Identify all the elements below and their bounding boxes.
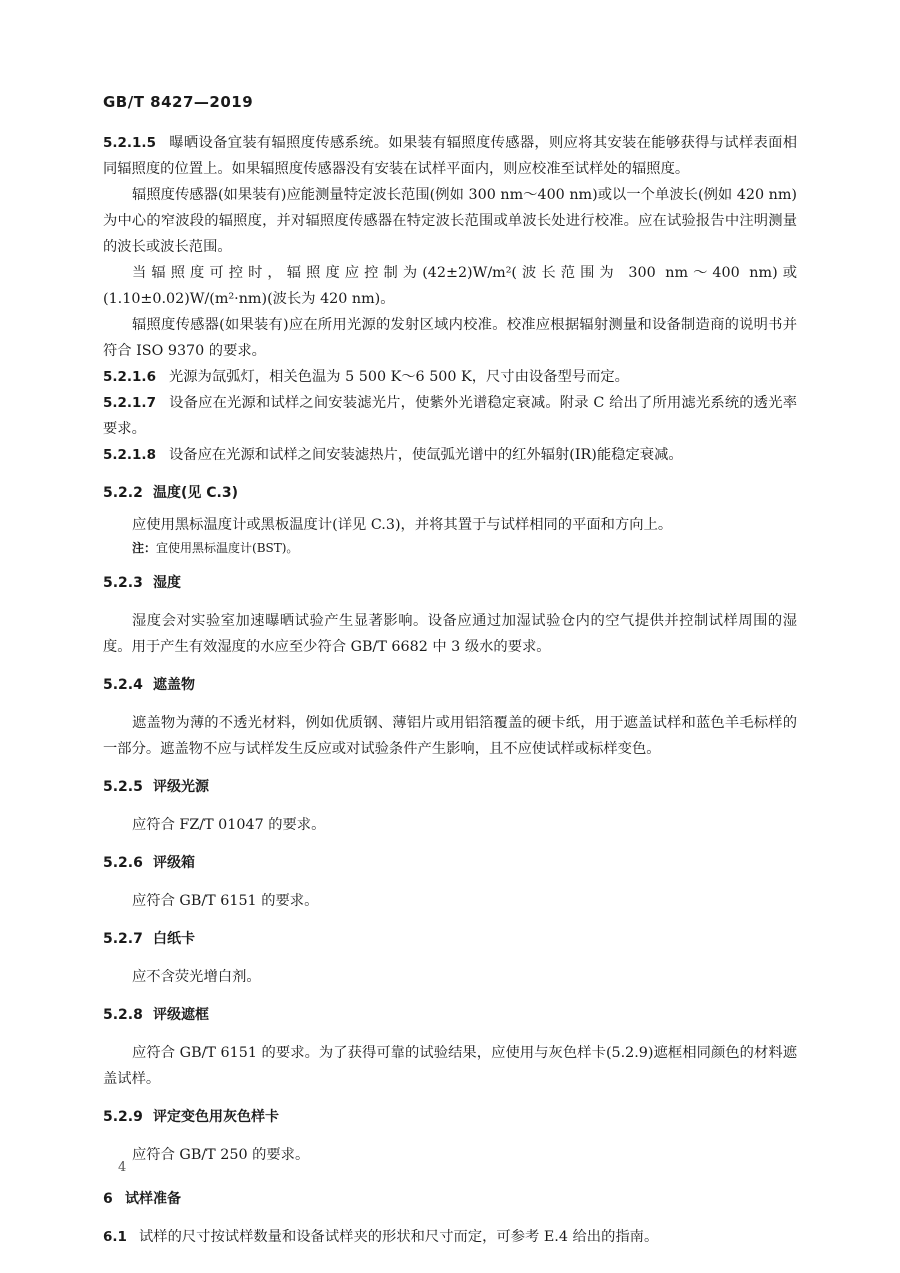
section-heading-5-2-6 (103, 850, 797, 876)
clause-number: 5.2.1.5 (103, 135, 156, 151)
section-title: 评级箱 (153, 855, 195, 871)
note-label: 注： (132, 541, 157, 555)
section-heading-5-2-8 (103, 1002, 797, 1028)
clause-6-1 (103, 1224, 797, 1250)
document-code: GB/T 8427—2019 (103, 93, 254, 111)
paragraph: 应符合 GB/T 6151 的要求。 (132, 893, 319, 909)
section-number: 5.2.4 (103, 677, 143, 693)
paragraph: 应符合 GB/T 250 的要求。 (132, 1147, 310, 1163)
clause-5-2-1-8 (103, 442, 797, 468)
page-number: 4 (118, 1160, 127, 1175)
paragraph: 应符合 GB/T 6151 的要求。为了获得可靠的试验结果，应使用与灰色样卡(5.2.9)遮框相同颜色的材料遮盖试样。 (103, 1045, 797, 1087)
chapter-number: 6 (103, 1191, 113, 1207)
chapter-heading-6 (103, 1186, 797, 1212)
section-heading-5-2-4 (103, 672, 797, 698)
note (132, 538, 797, 558)
section-number: 5.2.6 (103, 855, 143, 871)
section-title: 评级光源 (153, 779, 209, 795)
clause-5-2-1-7 (103, 390, 797, 442)
paragraph: 湿度会对实验室加速曝晒试验产生显著影响。设备应通过加湿试验仓内的空气提供并控制试样周围的湿度。用于产生有效湿度的水应至少符合 GB/T 6682 中 3 级水的要求。 (103, 613, 797, 655)
clause-5-2-1-6 (103, 364, 797, 390)
clause-text: 设备应在光源和试样之间安装滤热片，使氙弧光谱中的红外辐射(IR)能稳定衰减。 (169, 447, 683, 463)
section-heading-5-2-9 (103, 1104, 797, 1130)
section-title: 评定变色用灰色样卡 (153, 1109, 279, 1125)
paragraph: 应符合 FZ/T 01047 的要求。 (132, 817, 326, 833)
document-body (103, 130, 797, 1250)
section-number: 5.2.2 (103, 485, 143, 501)
clause-5-2-1-5 (103, 130, 797, 182)
section-title: 遮盖物 (153, 677, 195, 693)
paragraph: 应不含荧光增白剂。 (132, 969, 261, 985)
section-number: 5.2.7 (103, 931, 143, 947)
clause-text: 光源为氙弧灯，相关色温为 5 500 K～6 500 K，尺寸由设备型号而定。 (169, 369, 629, 385)
section-heading-5-2-2 (103, 480, 797, 506)
clause-number: 5.2.1.7 (103, 395, 156, 411)
clause-text: 设备应在光源和试样之间安装滤光片，使紫外光谱稳定衰减。附录 C 给出了所用滤光系统的透光率要求。 (103, 395, 797, 437)
note-text: 宜使用黑标温度计(BST)。 (156, 541, 299, 555)
section-title: 温度(见 C.3) (153, 485, 239, 501)
section-title: 评级遮框 (153, 1007, 209, 1023)
paragraph: 辐照度传感器(如果装有)应能测量特定波长范围(例如 300 nm～400 nm)或以一个单波长(例如 420 nm)为中心的窄波段的辐照度，并对辐照度传感器在特定波长范围或单波长处进行校准。应在试验报告中注明测量的波长或波长范围。 (103, 187, 797, 255)
section-heading-5-2-5 (103, 774, 797, 800)
section-number: 5.2.5 (103, 779, 143, 795)
clause-number: 5.2.1.6 (103, 369, 156, 385)
chapter-title: 试样准备 (125, 1191, 181, 1207)
section-title: 白纸卡 (153, 931, 195, 947)
section-heading-5-2-7 (103, 926, 797, 952)
clause-number: 6.1 (103, 1229, 127, 1245)
paragraph: 辐照度传感器(如果装有)应在所用光源的发射区域内校准。校准应根据辐射测量和设备制造商的说明书并符合 ISO 9370 的要求。 (103, 317, 797, 359)
paragraph: 应使用黑标温度计或黑板温度计(详见 C.3)，并将其置于与试样相同的平面和方向上。 (132, 517, 673, 533)
clause-number: 5.2.1.8 (103, 447, 156, 463)
section-heading-5-2-3 (103, 570, 797, 596)
paragraph: 当辐照度可控时，辐照度应控制为(42±2)W/m²(波长范围为 300 nm～400 nm)或(1.10±0.02)W/(m²·nm)(波长为 420 nm)。 (103, 265, 797, 307)
clause-text: 曝晒设备宜装有辐照度传感系统。如果装有辐照度传感器，则应将其安装在能够获得与试样表面相同辐照度的位置上。如果辐照度传感器没有安装在试样平面内，则应校准至试样处的辐照度。 (103, 135, 797, 177)
section-number: 5.2.3 (103, 575, 143, 591)
paragraph: 遮盖物为薄的不透光材料，例如优质钢、薄铝片或用铝箔覆盖的硬卡纸，用于遮盖试样和蓝色羊毛标样的一部分。遮盖物不应与试样发生反应或对试验条件产生影响，且不应使试样或标样变色。 (103, 715, 797, 757)
clause-text: 试样的尺寸按试样数量和设备试样夹的形状和尺寸而定，可参考 E.4 给出的指南。 (139, 1229, 659, 1245)
section-title: 湿度 (153, 575, 181, 591)
section-number: 5.2.9 (103, 1109, 143, 1125)
section-number: 5.2.8 (103, 1007, 143, 1023)
